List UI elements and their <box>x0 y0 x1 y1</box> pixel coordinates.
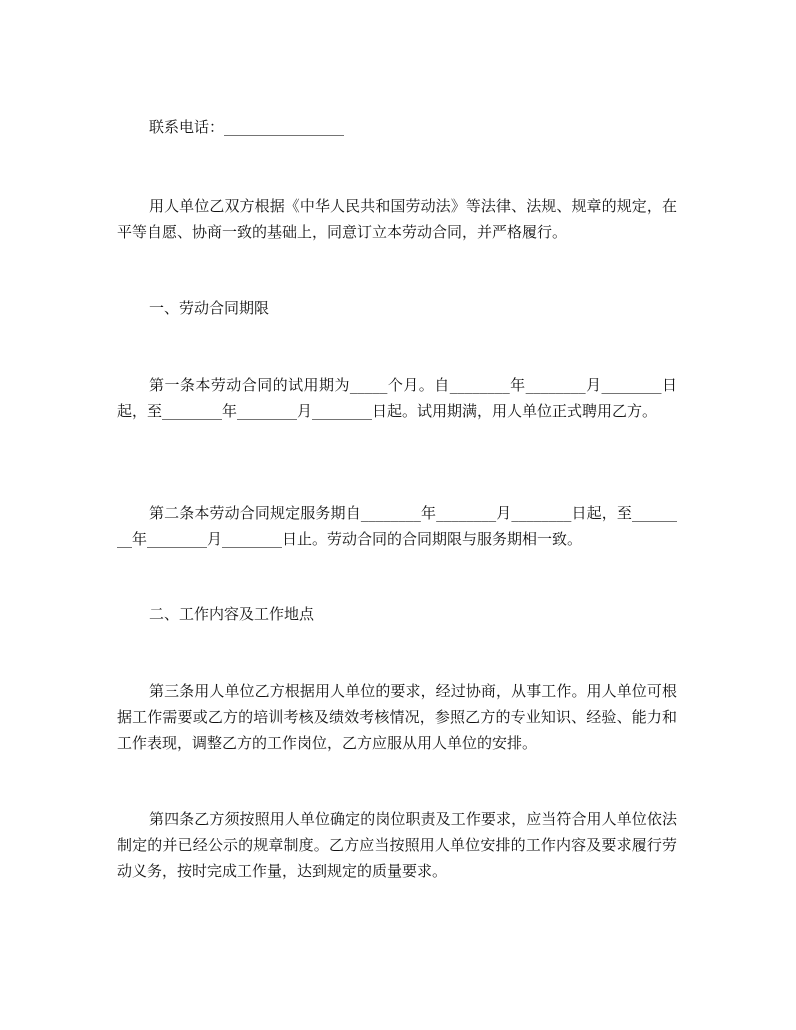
preamble-paragraph: 用人单位乙双方根据《中华人民共和国劳动法》等法律、法规、规章的规定，在平等自愿、协商一致的基础上，同意订立本劳动合同，并严格履行。 <box>117 197 677 241</box>
article-2-paragraph: 第二条本劳动合同规定服务期自________年________月________日起，至________年________月________日止。劳动合同的合同期限与服务期相一致。 <box>117 504 677 548</box>
section-1-title: 一、劳动合同期限 <box>149 299 270 317</box>
contact-phone-line: 联系电话：________________ <box>149 118 345 136</box>
section-2-title: 二、工作内容及工作地点 <box>149 605 315 623</box>
article-4-paragraph: 第四条乙方须按照用人单位确定的岗位职责及工作要求，应当符合用人单位依法制定的并已经公示的规章制度。乙方应当按照用人单位安排的工作内容及要求履行劳动义务，按时完成工作量，达到规定的质量要求。 <box>117 810 677 880</box>
article-3-paragraph: 第三条用人单位乙方根据用人单位的要求，经过协商，从事工作。用人单位可根据工作需要或乙方的培训考核及绩效考核情况，参照乙方的专业知识、经验、能力和工作表现，调整乙方的工作岗位，乙方应服从用人单位的安排。 <box>117 682 677 752</box>
article-1-paragraph: 第一条本劳动合同的试用期为_____个月。自________年________月________日起，至________年________月________日起。试用期满，用人单位正式聘用乙方。 <box>117 376 677 420</box>
